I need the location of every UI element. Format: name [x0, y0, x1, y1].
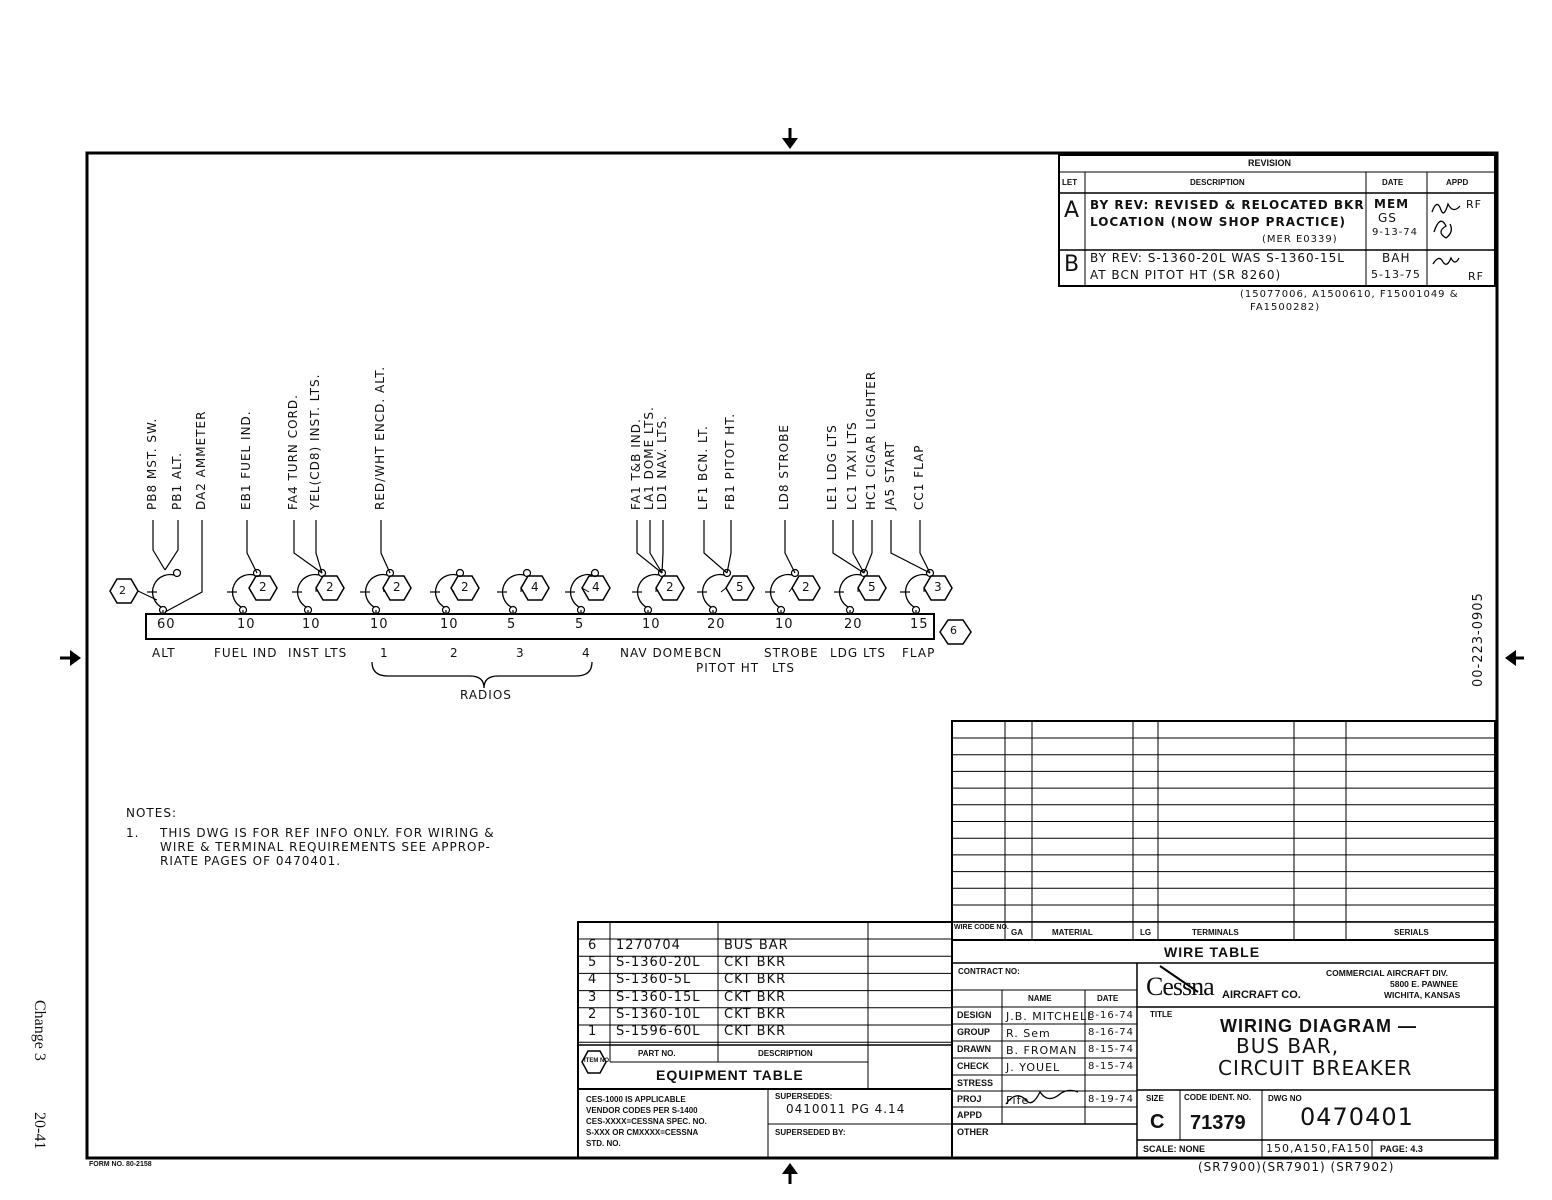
notes-line3: RIATE PAGES OF 0470401. [160, 854, 342, 868]
wire-table-lines [952, 721, 1495, 940]
breaker-rating-5: 10 [440, 617, 459, 632]
ces-note-line2: VENDOR CODES PER S-1400 [586, 1106, 698, 1115]
wire-col-code: WIRE CODE NO. [954, 924, 1009, 931]
wire-label-le1: LE1 LDG LTS [825, 424, 839, 510]
bus-bar [146, 614, 934, 639]
wire-col-ga: GA [1011, 928, 1023, 937]
wire-ja5 [891, 520, 930, 573]
revision-a-line1: BY REV: REVISED & RELOCATED BKR [1090, 198, 1365, 212]
circuit-breaker-4 [360, 570, 411, 615]
wire-label-ja5: JA5 START [883, 440, 897, 510]
approval-check-date: 8-15-74 [1088, 1061, 1135, 1072]
wire-col-material: MATERIAL [1052, 928, 1093, 937]
approval-check-role: CHECK [957, 1061, 990, 1071]
breaker-label-1: ALT [152, 646, 176, 660]
wire-pb8 [153, 520, 165, 570]
revision-b-date2: 5-13-75 [1371, 268, 1421, 281]
revision-header: REVISION [1248, 158, 1292, 168]
drawing-title-line3: CIRCUIT BREAKER [1218, 1056, 1413, 1080]
wire-label-pb1: PB1 ALT. [170, 452, 184, 510]
form-number: FORM NO. 80-2158 [89, 1161, 152, 1168]
revision-col-description: DESCRIPTION [1190, 178, 1245, 187]
approval-drawn-role: DRAWN [957, 1044, 991, 1054]
breaker-rating-9: 20 [707, 617, 726, 632]
equipment-row-3-item: 3 [588, 989, 598, 1005]
circuit-breaker-9 [697, 570, 754, 615]
approval-proj-name: Fife [1006, 1094, 1030, 1107]
breaker-rating-3: 10 [302, 617, 321, 632]
revision-b-appd: RF [1468, 270, 1484, 283]
revision-col-date: DATE [1382, 178, 1404, 187]
bus-item-number: 6 [950, 624, 958, 637]
breaker-item-number-5: 2 [461, 580, 470, 594]
breaker-item-number-12: 3 [934, 580, 943, 594]
code-ident-label: CODE IDENT. NO. [1184, 1093, 1252, 1102]
notes-title: NOTES: [126, 806, 177, 820]
wire-label-eb1: EB1 FUEL IND. [239, 410, 253, 510]
alt-item-number: 2 [119, 584, 127, 597]
equipment-row-2-desc: CKT BKR [724, 1006, 787, 1022]
circuit-breaker-10 [765, 570, 820, 615]
breaker-label-12: FLAP [902, 646, 936, 660]
breaker-label2-10: LTS [772, 661, 795, 675]
ces-note-line3: CES-XXXX=CESSNA SPEC. NO. [586, 1117, 707, 1126]
approval-appd-role: APPD [957, 1110, 983, 1120]
appd-initials-a [1434, 221, 1451, 238]
wire-label-fa4: FA4 TURN CORD. [286, 394, 300, 510]
wire-lc1 [853, 520, 864, 573]
notes-line1: THIS DWG IS FOR REF INFO ONLY. FOR WIRING & [160, 826, 495, 840]
revision-serial-note1: (15077006, A1500610, F15001049 & [1240, 289, 1459, 300]
margin-page: 20-41 [31, 1112, 48, 1150]
breaker-label2-9: PITOT HT [696, 661, 760, 675]
breaker-label-5: 2 [450, 646, 459, 660]
breaker-rating-12: 15 [910, 617, 929, 632]
name-header: NAME [1028, 994, 1052, 1003]
breaker-label-10: STROBE [764, 646, 819, 660]
approval-proj-date: 8-19-74 [1088, 1094, 1135, 1105]
division-line2: 5800 E. PAWNEE [1390, 979, 1458, 989]
circuit-breaker-11 [834, 570, 886, 615]
appd-signature-b [1433, 258, 1459, 264]
revision-a-line2: LOCATION (NOW SHOP PRACTICE) [1090, 215, 1346, 229]
revision-serial-note2: FA1500282) [1250, 302, 1321, 313]
title-label: TITLE [1150, 1010, 1173, 1019]
center-arrow-bottom [782, 1163, 798, 1184]
wire-red [381, 520, 390, 573]
breaker-item-number-10: 2 [802, 580, 811, 594]
superseded-by-label: SUPERSEDED BY: [775, 1128, 846, 1137]
equipment-row-1-desc: CKT BKR [724, 1024, 787, 1039]
equipment-row-1-item: 1 [588, 1024, 598, 1039]
approval-drawn-date: 8-15-74 [1088, 1044, 1135, 1055]
revision-a-date2: GS [1378, 211, 1397, 225]
revision-b-line1: BY REV: S-1360-20L WAS S-1360-15L [1090, 251, 1345, 265]
breaker-item-number-6: 4 [531, 580, 540, 594]
equipment-row-4-desc: CKT BKR [724, 972, 787, 988]
equipment-row-4-item: 4 [588, 972, 598, 988]
wire-label-la1: LA1 DOME LTS. [642, 406, 656, 510]
approval-group-name: R. Sem [1006, 1027, 1051, 1040]
margin-change: Change 3 [31, 1000, 48, 1061]
breaker-rating-1: 60 [157, 617, 176, 632]
breaker-rating-7: 5 [575, 617, 585, 632]
circuit-breaker-8 [632, 570, 684, 615]
side-drawing-number: 00-223-0905 [1471, 592, 1486, 687]
approval-design-date: 8-16-74 [1088, 1010, 1135, 1021]
approval-other-role: OTHER [957, 1127, 989, 1137]
breaker-label-6: 3 [516, 646, 525, 660]
revision-col-let: LET [1062, 178, 1078, 187]
wire-label-lc1: LC1 TAXI LTS [845, 421, 859, 510]
equipment-row-1-part: S-1596-60L [616, 1024, 701, 1039]
wire-ld1 [662, 520, 663, 573]
drawing-title-line1: WIRING DIAGRAM — [1220, 1016, 1417, 1036]
revision-b-date1: BAH [1382, 251, 1411, 265]
wire-col-lg: LG [1140, 928, 1152, 937]
approval-group-date: 8-16-74 [1088, 1027, 1135, 1038]
breaker-label-11: LDG LTS [830, 646, 887, 660]
breaker-label-2: FUEL IND [214, 646, 278, 660]
notes-line2: WIRE & TERMINAL REQUIREMENTS SEE APPROP- [160, 840, 491, 854]
wire-label-lf1: LF1 BCN. LT. [696, 425, 710, 510]
breaker-rating-8: 10 [642, 617, 661, 632]
equipment-row-5-part: S-1360-20L [616, 955, 701, 971]
circuit-breaker-6 [497, 570, 549, 615]
approval-design-role: DESIGN [957, 1010, 992, 1020]
revision-a-date3: 9-13-74 [1372, 227, 1419, 238]
serials-text: (SR7900)(SR7901) (SR7902) [1198, 1160, 1395, 1174]
breaker-label-4: 1 [380, 646, 389, 660]
size-label: SIZE [1146, 1094, 1164, 1103]
wire-ld8 [785, 520, 795, 573]
equip-col-description: DESCRIPTION [758, 1049, 813, 1058]
breaker-item-number-9: 5 [736, 580, 745, 594]
supersedes-value: 0410011 PG 4.14 [786, 1102, 906, 1116]
equipment-row-3-part: S-1360-15L [616, 989, 701, 1005]
date-header: DATE [1097, 994, 1119, 1003]
approval-group-role: GROUP [957, 1027, 991, 1037]
wire-label-hc1: HC1 CIGAR LIGHTER [864, 370, 878, 510]
equipment-row-2-part: S-1360-10L [616, 1006, 701, 1022]
wire-col-serials: SERIALS [1394, 928, 1429, 937]
wire-label-red: RED/WHT ENCD. ALT. [373, 365, 387, 510]
center-arrow-top [782, 128, 798, 149]
wire-label-fb1: FB1 PITOT HT. [723, 412, 737, 510]
wire-hc1 [864, 520, 872, 573]
revision-b-line2: AT BCN PITOT HT (SR 8260) [1090, 268, 1282, 282]
equipment-row-5-item: 5 [588, 955, 598, 971]
notes-number: 1. [126, 826, 140, 840]
wire-cc1 [920, 520, 930, 573]
revision-a-appd: RF [1466, 198, 1482, 211]
center-arrow-right [1505, 650, 1524, 666]
page-text: PAGE: 4.3 [1380, 1144, 1423, 1154]
size-value: C [1150, 1111, 1165, 1133]
division-line3: WICHITA, KANSAS [1384, 990, 1461, 1000]
wire-label-ld1: LD1 NAV. LTS. [655, 415, 669, 510]
ces-note-line4: S-XXX OR CMXXXX=CESSNA [586, 1128, 699, 1137]
wire-col-terminals: TERMINALS [1192, 928, 1239, 937]
models-text: 150,A150,FA150 [1266, 1142, 1371, 1155]
wire-lf1 [704, 520, 727, 573]
cessna-logo: Cessna [1146, 972, 1214, 1001]
scale-text: SCALE: NONE [1143, 1144, 1206, 1154]
center-arrow-left [60, 650, 81, 666]
equipment-table-title: EQUIPMENT TABLE [656, 1067, 804, 1083]
breaker-label-8: NAV DOME [620, 646, 694, 660]
equipment-row-4-part: S-1360-5L [616, 972, 692, 988]
equipment-row-2-item: 2 [588, 1006, 598, 1022]
breaker-item-number-7: 4 [592, 580, 601, 594]
approval-design-name: J.B. MITCHELL [1006, 1010, 1095, 1023]
equipment-row-6-item: 6 [588, 938, 598, 953]
approval-proj-role: PROJ [957, 1094, 982, 1104]
ces-note-line1: CES-1000 IS APPLICABLE [586, 1095, 686, 1104]
item-no-label: ITEM NO. [584, 1058, 611, 1064]
wire-fb1 [727, 520, 731, 573]
wire-fa4 [294, 520, 322, 573]
breaker-rating-2: 10 [237, 617, 256, 632]
breaker-item-number-3: 2 [326, 580, 335, 594]
wire-label-pb8: PB8 MST. SW. [145, 417, 159, 510]
wire-pb1 [165, 520, 178, 570]
equipment-row-3-desc: CKT BKR [724, 989, 787, 1005]
breaker-item-number-4: 2 [393, 580, 402, 594]
wire-table-title: WIRE TABLE [1164, 944, 1261, 960]
circuit-breaker-2 [227, 570, 277, 615]
breaker-rating-4: 10 [370, 617, 389, 632]
contract-no-label: CONTRACT NO: [958, 967, 1020, 976]
supersedes-label: SUPERSEDES: [775, 1092, 833, 1101]
wire-yel [316, 520, 322, 573]
wire-label-yel: YEL(CD8) INST. LTS. [308, 373, 322, 510]
dwg-no-value: 0470401 [1300, 1103, 1414, 1131]
revision-a-line3: (MER E0339) [1262, 234, 1338, 245]
wire-label-fa1: FA1 T&B IND. [629, 418, 643, 510]
wire-eb1 [247, 520, 257, 573]
breaker-item-number-2: 2 [259, 580, 268, 594]
wire-label-da2: DA2 AMMETER [194, 410, 208, 510]
appd-signature-a [1432, 204, 1460, 213]
approval-check-name: J. YOUEL [1006, 1061, 1061, 1074]
approval-stress-role: STRESS [957, 1078, 994, 1088]
revision-col-appd: APPD [1446, 178, 1469, 187]
equipment-row-6-part: 1270704 [616, 938, 681, 953]
circuit-breaker-12 [900, 570, 952, 615]
wire-label-cc1: CC1 FLAP [912, 444, 926, 510]
circuit-breaker-3 [292, 570, 344, 615]
dwg-no-label: DWG NO [1268, 1094, 1302, 1103]
breaker-rating-6: 5 [507, 617, 517, 632]
ces-note-line5: STD. NO. [586, 1139, 621, 1148]
circuit-breaker-5 [430, 570, 479, 615]
breaker-item-number-8: 2 [666, 580, 675, 594]
breaker-label-3: INST LTS [288, 646, 348, 660]
code-ident-value: 71379 [1190, 1112, 1246, 1134]
drawing-title-line2: BUS BAR, [1236, 1034, 1340, 1058]
radios-brace [372, 662, 592, 688]
breaker-label-9: BCN [694, 646, 723, 660]
equip-col-part: PART NO. [638, 1049, 676, 1058]
breaker-item-number-11: 5 [868, 580, 877, 594]
revision-b-letter: B [1064, 252, 1081, 277]
aircraft-co: AIRCRAFT CO. [1222, 989, 1301, 1001]
radios-label: RADIOS [460, 688, 512, 702]
wire-da2 [165, 520, 202, 612]
revision-a-date1: MEM [1374, 197, 1410, 211]
wire-label-ld8: LD8 STROBE [777, 424, 791, 510]
revision-a-letter: A [1064, 198, 1081, 223]
circuit-breaker-7 [565, 570, 610, 615]
approval-drawn-name: B. FROMAN [1006, 1044, 1078, 1057]
equipment-row-6-desc: BUS BAR [724, 938, 789, 953]
breaker-rating-10: 10 [775, 617, 794, 632]
equipment-row-5-desc: CKT BKR [724, 955, 787, 971]
division-line1: COMMERCIAL AIRCRAFT DIV. [1326, 968, 1448, 978]
breaker-rating-11: 20 [844, 617, 863, 632]
breaker-label-7: 4 [582, 646, 591, 660]
